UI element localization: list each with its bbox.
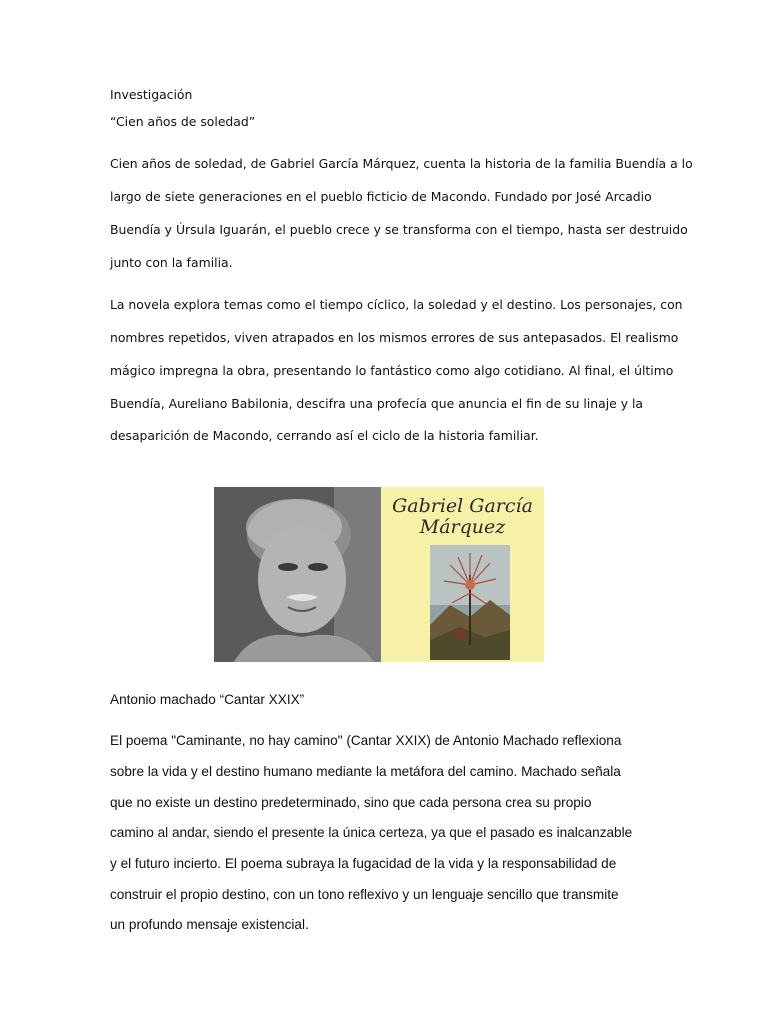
poem-paragraph-line: sobre la vida y el destino humano mediante la metáfora del camino. Machado señala [110,764,621,779]
paragraph-1-line: junto con la familia. [110,255,233,270]
cover-illustration [430,545,510,660]
cover-title-line: Márquez [419,516,506,538]
poem-paragraph-line: El poema "Caminante, no hay camino" (Cantar XXIX) de Antonio Machado reflexiona [110,733,622,748]
paragraph-2-line: La novela explora temas como el tiempo cíclico, la soledad y el destino. Los personajes, con [110,297,683,312]
author-portrait-photo [214,487,381,662]
paragraph-1-line: largo de siete generaciones en el pueblo ficticio de Macondo. Fundado por José Arcadio [110,189,652,204]
poem-paragraph-line: un profundo mensaje existencial. [110,917,309,932]
poem-paragraph-line: y el futuro incierto. El poema subraya la fugacidad de la vida y la responsabilidad de [110,856,617,871]
paragraph-2-line: desaparición de Macondo, cerrando así el ciclo de la historia familiar. [110,428,539,443]
book-cover [381,487,544,662]
cover-title-line: Gabriel García [392,495,533,517]
poem-paragraph-line: camino al andar, siendo el presente la única certeza, ya que el pasado es inalcanzable [110,825,633,840]
paragraph-1-line: Buendía y Úrsula Iguarán, el pueblo crece y se transforma con el tiempo, hasta ser destruido [110,222,688,237]
section-heading: Antonio machado “Cantar XXIX” [110,692,305,707]
poem-paragraph-line: construir el propio destino, con un tono reflexivo y un lenguaje sencillo que transmite [110,887,619,902]
document-label: Investigación [110,87,193,102]
paragraph-2-line: Buendía, Aureliano Babilonia, descifra una profecía que anuncia el fin de su linaje y la [110,396,644,411]
paragraph-2-line: nombres repetidos, viven atrapados en los mismos errores de sus antepasados. El realismo [110,330,679,345]
poem-paragraph-line: que no existe un destino predeterminado, sino que cada persona crea su propio [110,795,592,810]
document-title: “Cien años de soledad” [110,114,256,129]
paragraph-1-line: Cien años de soledad, de Gabriel García Márquez, cuenta la historia de la familia Buendía a lo [110,156,693,171]
paragraph-2-line: mágico impregna la obra, presentando lo fantástico como algo cotidiano. Al final, el último [110,363,674,378]
author-and-cover-image [214,487,544,662]
